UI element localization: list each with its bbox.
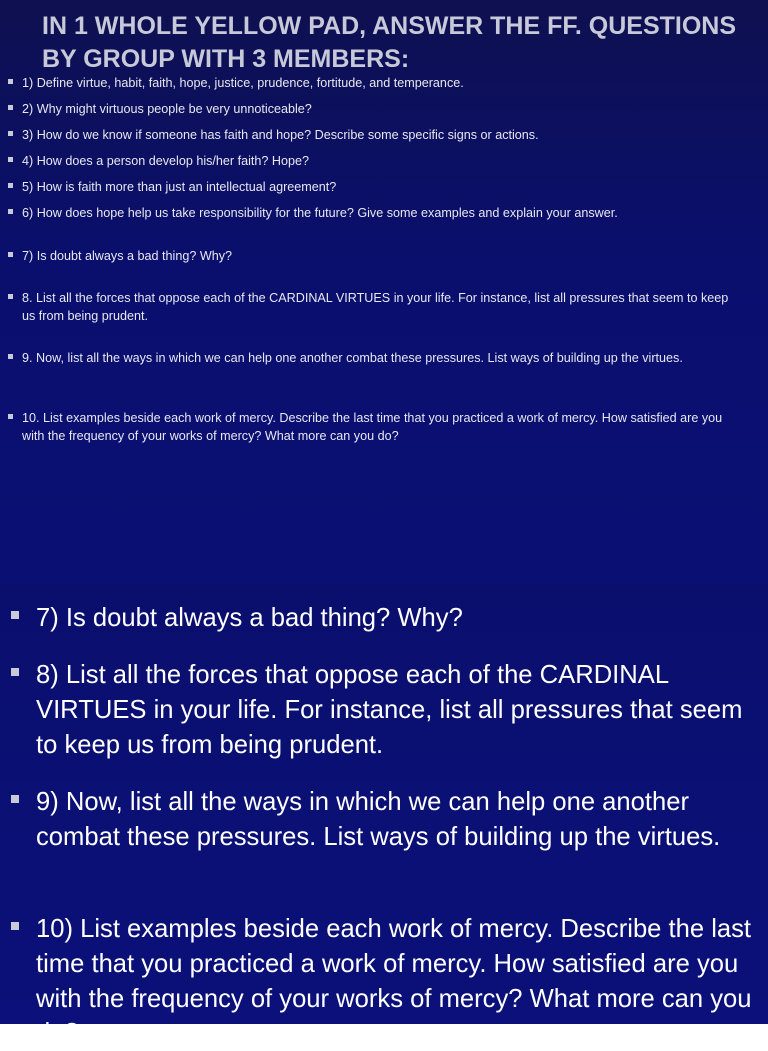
square-bullet-icon	[8, 183, 13, 188]
question-text: 7) Is doubt always a bad thing? Why?	[22, 249, 233, 263]
square-bullet-icon	[8, 105, 13, 110]
square-bullet-icon	[11, 922, 19, 930]
question-text: 3) How do we know if someone has faith and hope? Describe some specific signs or actions.	[22, 128, 539, 142]
slide-questions-enlarged	[0, 585, 768, 1048]
slide-title: IN 1 WHOLE YELLOW PAD, ANSWER THE FF. QUESTIONS BY GROUP WITH 3 MEMBERS:	[42, 12, 737, 73]
square-bullet-icon	[8, 252, 13, 257]
question-text: 6) How does hope help us take responsibility for the future? Give some examples and explain your answer.	[22, 206, 618, 220]
question-text: 1) Define virtue, habit, faith, hope, justice, prudence, fortitude, and temperance.	[22, 76, 464, 90]
question-text: 9. Now, list all the ways in which we can help one another combat these pressures. List ways of building up the virtues.	[22, 351, 683, 365]
square-bullet-icon	[11, 795, 19, 803]
square-bullet-icon	[8, 209, 13, 214]
question-text: 10) List examples beside each work of mercy. Describe the last time that you practiced a work of mercy. How satisfied are you with the frequency of your works of mercy? What more can you do?	[36, 915, 752, 1048]
question-text: 8) List all the forces that oppose each of the CARDINAL VIRTUES in your life. For instance, list all pressures that seem to keep us from being prudent.	[36, 661, 743, 759]
question-text: 4) How does a person develop his/her faith? Hope?	[22, 154, 310, 168]
question-text: 8. List all the forces that oppose each of the CARDINAL VIRTUES in your life. For instance, list all pressures that seem to keep us from being prudent.	[22, 291, 729, 323]
square-bullet-icon	[8, 79, 13, 84]
question-text: 7) Is doubt always a bad thing? Why?	[36, 604, 463, 632]
square-bullet-icon	[8, 157, 13, 162]
square-bullet-icon	[11, 611, 19, 619]
question-text: 5) How is faith more than just an intellectual agreement?	[22, 180, 337, 194]
square-bullet-icon	[8, 294, 13, 299]
square-bullet-icon	[11, 668, 19, 676]
square-bullet-icon	[8, 354, 13, 359]
question-text: 10. List examples beside each work of mercy. Describe the last time that you practiced a work of mercy. How satisfied are you with the frequency of your works of mercy? What more can you do?	[22, 411, 723, 443]
square-bullet-icon	[8, 414, 13, 419]
question-text: 9) Now, list all the ways in which we can help one another combat these pressures. List ways of building up the virtues.	[36, 788, 721, 851]
question-text: 2) Why might virtuous people be very unnoticeable?	[22, 102, 312, 116]
square-bullet-icon	[8, 131, 13, 136]
